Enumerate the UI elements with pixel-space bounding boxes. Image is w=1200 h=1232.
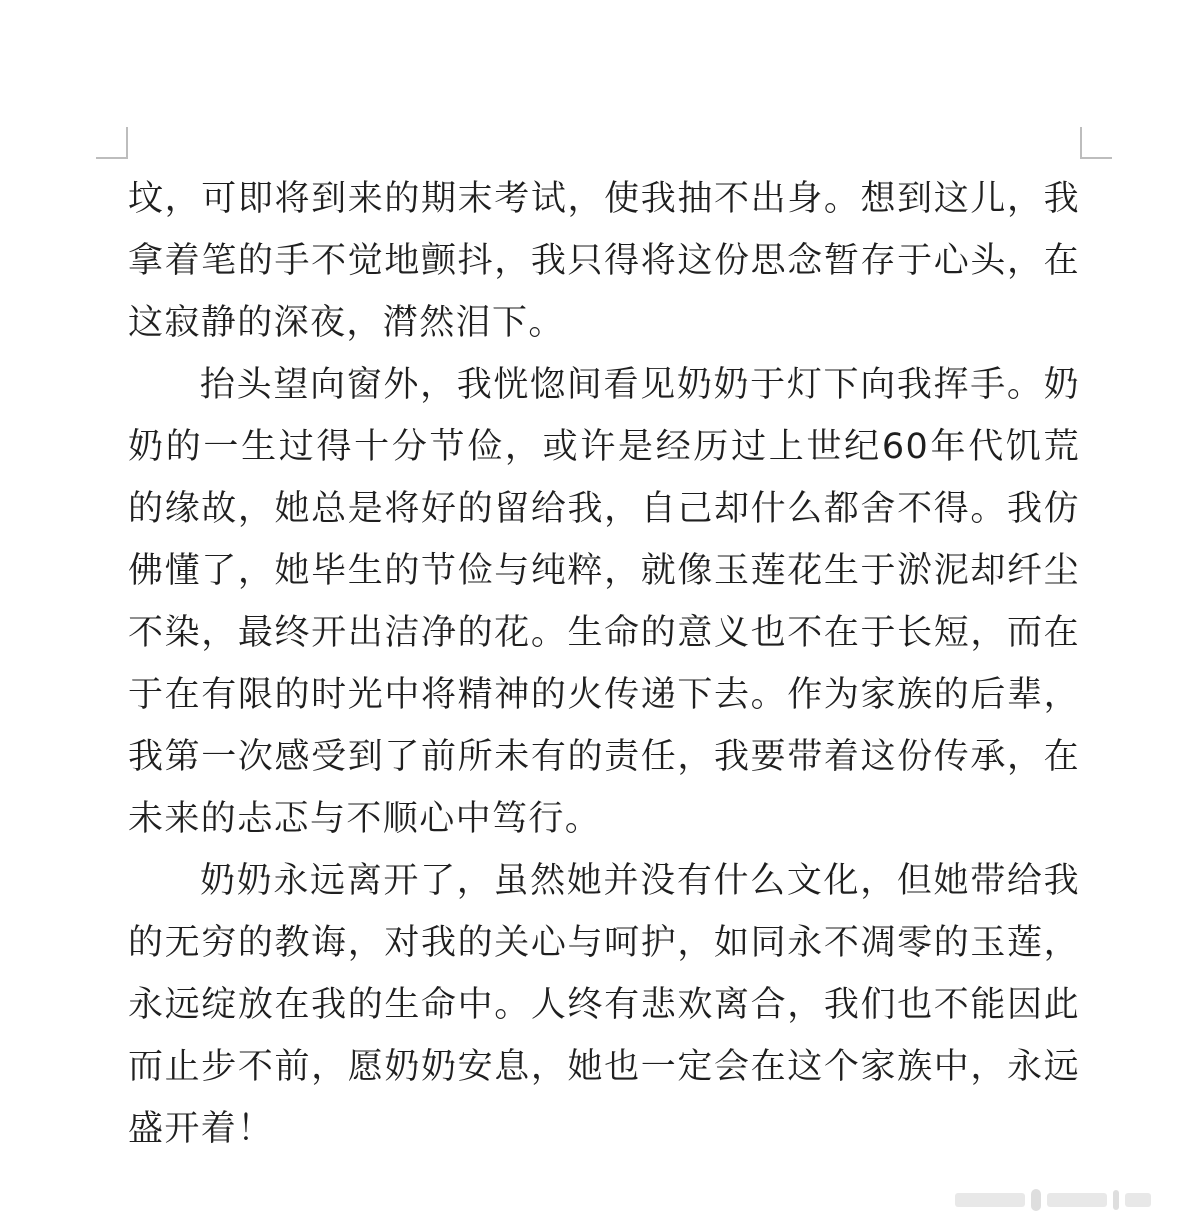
- mark-segment: [1113, 1190, 1119, 1210]
- scrollbar-watermark: [955, 1188, 1175, 1212]
- paragraph-2: 抬头望向窗外，我恍惚间看见奶奶于灯下向我挥手。奶奶的一生过得十分节俭，或许是经历过上世纪60年代饥荒的缘故，她总是将好的留给我，自己却什么都舍不得。我仿佛懂了，她毕生的节俭与纯粹，就像玉莲花生于淤泥却纤尘不染，最终开出洁净的花。生命的意义也不在于长短，而在于在有限的时光中将精神的火传递下去。作为家族的后辈，我第一次感受到了前所未有的责任，我要带着这份传承，在未来的忐忑与不顺心中笃行。: [128, 365, 1080, 839]
- mark-segment: [1047, 1193, 1107, 1207]
- document-body: [128, 168, 1080, 1160]
- top-left-margin-marker: [96, 127, 128, 159]
- mark-segment: [1031, 1189, 1041, 1211]
- mark-segment: [955, 1193, 1025, 1207]
- top-right-margin-marker: [1080, 127, 1112, 159]
- paragraph-1: 坟，可即将到来的期末考试，使我抽不出身。想到这儿，我拿着笔的手不觉地颤抖，我只得将这份思念暂存于心头，在这寂静的深夜，潸然泪下。: [128, 179, 1080, 343]
- paragraph-3: 奶奶永远离开了，虽然她并没有什么文化，但她带给我的无穷的教诲，对我的关心与呵护，如同永不凋零的玉莲，永远绽放在我的生命中。人终有悲欢离合，我们也不能因此而止步不前，愿奶奶安息，她也一定会在这个家族中，永远盛开着！: [128, 861, 1080, 1149]
- mark-segment: [1125, 1193, 1151, 1207]
